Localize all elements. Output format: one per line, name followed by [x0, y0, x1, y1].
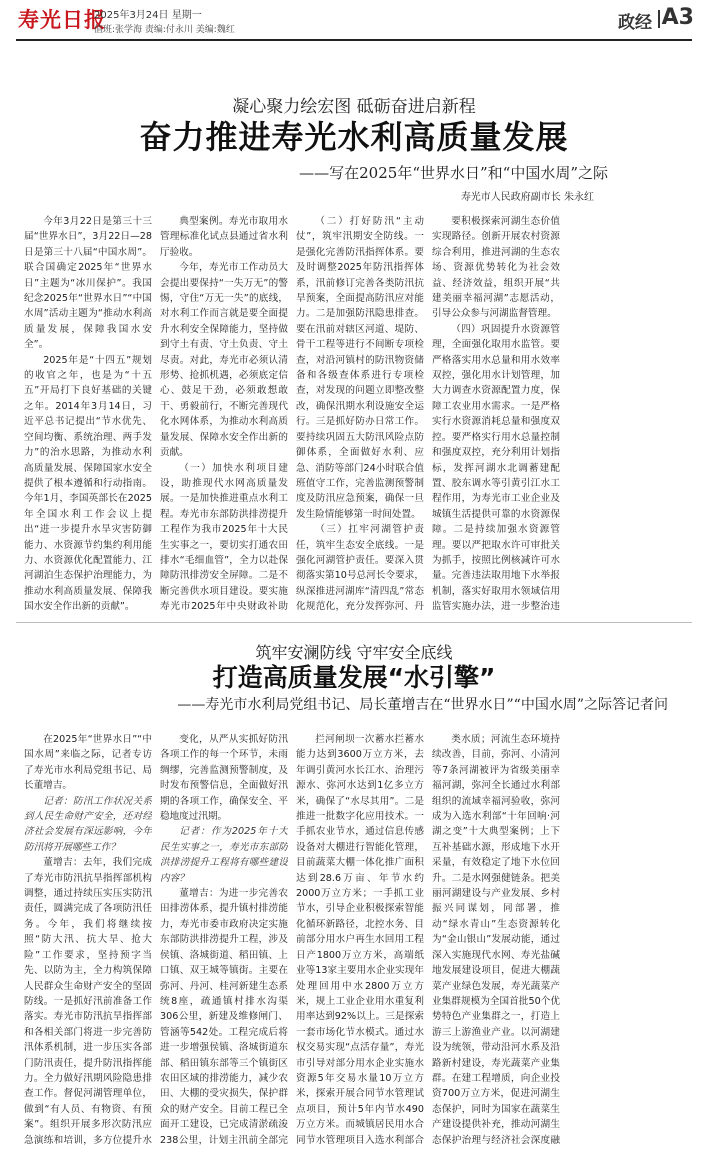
paragraph: （二）打好防汛“主动仗”，筑牢汛期安全防线。一是强化完善防汛指挥体系。要及时调整2025年防汛指挥体系，汛前修订完善各类防汛抗旱预案，全面提高防汛应对能力。二是加强防汛隐患排查。要在汛前对辖区河道、堤防、骨干工程等进行不间断专项检查，对沿河镇村的防汛物资储备和各级查体系进行专项检查，对发现的问题立即整改整改，确保汛期水利设施安全运行。三是抓好防办日常工作。要持续巩固五大防汛风险点防御体系，全面做好水利、应急、消防等部门24小时联合值班值守工作，完善监测预警制度及防汛应急预案，确保一旦发生险情能够第一时间处置。 [296, 216, 424, 520]
article2-kicker: 筑牢安澜防线 守牢安全底线 [255, 643, 453, 662]
paragraph: 典型案例。寿光市取用水管理标准化试点县通过省水利厅验收。 [160, 216, 288, 258]
page-number: A3 [661, 5, 694, 30]
paragraph: （三）扛牢河湖管护责任，筑牢生态安全底线。一是强化河湖管护责任。要深入贯彻落实第10号总河长令要求，纵深推进河湖库“清四乱”常态化规范化，充分发挥弥河、丹 [296, 524, 424, 613]
article2-column [160, 732, 288, 1146]
issue-date: 2025年3月24日 星期一 [94, 10, 202, 21]
masthead-logo: 寿光日报 [18, 7, 106, 32]
paragraph: 今年，寿光市工作动员大会提出要保持“一失万无”的警惕，守住“万无一失”的底线，对水利工作而言就是要全面提升水利安全保障能力，坚持做到守土有责、守土负责、守土尽责。对此，寿光市必须认清形势、抢抓机遇，必须底定信心、鼓足干劲，必须敢想敢干、勇毅前行，不断完善现代化水网体系，为推动水利高质量发展、保障水安全作出新的贡献。 [160, 262, 288, 459]
article2-subtitle: ——寿光市水利局党组书记、局长董增吉在“世界水日”“中国水周”之际答记者问 [177, 697, 668, 713]
paragraph: 类水质；河流生态环境持续改善，目前，弥河、小清河等7条河湖被评为省级美丽幸福河湖，弥河全长通过水利部组织的流域幸福河验收，弥河成为入选水利部“十年回响·河湖之变”十大典型案例；上下互补基础水源，形成地下水开采量，有效稳定了地下水位回升。二是水网强健链条。把美丽河湖建设与产业发展、乡村振兴同谋划，同部署，推动“绿水青山”生态资源转化为“金山银山”发展动能，通过深入实施现代水网、寿光盐碱地发展建设项目，促进大棚蔬菜产业绿色发展，寿光蔬菜产业集群规模为全国首批50个优势特色产业集群之一，打造上游三上游渔业产业。以河湖建设为统领，带动沿河水系及沿路新村建设，寿光蔬菜产业集群。在建工程增质，向企业投资700万立方米，促进河湖生态保护，同时为国家在蔬菜生产建设提供补充，推动河湖生态保护治理与经济社会深度融 [432, 734, 560, 1146]
article2-body [24, 732, 560, 1146]
header-divider [658, 10, 660, 28]
paragraph: 2025年是“十四五”规划的收官之年，也是为“十五五”开局打下良好基础的关键之年。2014年3月14日，习近平总书记提出“节水优先、空间均衡、系统治理、两手发力”的治水思路，为推动水利高质量发展、保障国家水安全提供了根本遵循和行动指南。今年1月，李国英部长在2025年全国水利工作会议上提出“进一步提升水旱灾害防御能力、水资源节约集约利用能力、水资源优化配置能力、江河湖泊生态保护治理能力，为推动水利高质量发展、保障我国水安全作出新的贡献”。 [24, 354, 152, 613]
article1-column [296, 214, 424, 614]
paragraph: 变化，从严从实抓好防汛各项工作的每一个环节，未雨绸缪，完善监测预警制度，及时发布预警信息，全面做好汛期的各项工作，确保安全、平稳地度过汛期。 [160, 734, 288, 823]
page-header [0, 0, 708, 40]
paragraph: 拦河闸坝一次蓄水拦蓄水能力达到3600万立方米，去年调引黄河水长江水、治理污源水、弥河水达到1亿多立方米，确保了“水尽其用”。二是推进一批数字化应用技术。一手抓农业节水，通过信息传感设备对大棚进行智能化管理，目前蔬菜大棚一体化推广面积达到28.6万亩、年节水约2000万立方米；一手抓工业节水，引导企业积极探索智能化循环新路径，北控水务、目前部分用水户再生水回用工程日产1800万立方米，高端纸业等13家主要用水企业实现年处理回用中水2800万立方米，规上工业企业用水重复利用率达到92%以上。三是探索一套市场化节水模式。通过水权交易实现“点活存量”，寿光市引导对部分用水企业实施水资源5年交易水量10万立方米，探索开展合同节水管理试点项目，预计5年内节水490万立方米。而城镇居民用水合同节水管理项目入选水利部合 [296, 734, 424, 1146]
paragraph: 要积极探索河湖生态价值实现路径。创新开展农村资源综合利用，推进河湖的生态农场、资源优势转化为社会效益、经济效益，组织开展“共建美丽幸福河湖”志愿活动，引导公众参与河湖监督管理。 [432, 216, 560, 320]
paragraph: 在2025年“世界水日”“中国水周”来临之际，记者专访了寿光市水利局党组书记、局长董增吉。 [24, 734, 152, 792]
article-separator [16, 622, 692, 623]
header-rule [16, 39, 692, 41]
paragraph: 今年3月22日是第三十三届“世界水日”，3月22日—28日是第三十八届“中国水周”。联合国确定2025年“世界水日”主题为“冰川保护”。我国纪念2025年“世界水日”“中国水周”活动主题为“推动水利高质量发展，保障我国水安全”。 [24, 216, 152, 351]
article2-column [296, 732, 424, 1146]
paragraph: （四）巩固提升水资源管理，全面强化取用水监管。要严格落实用水总量和用水效率双控，强化用水计划管理，加大力调查水资源配置力度，保障工农业用水需求。一是严格实行水资源消耗总量和强度双控。要严格实行用水总量控制和强度双控，充分利用计划指标，发挥河湖水北调蓄建配置、胶东调水等引黄引江水工程作用，为寿光市工业企业及城镇生活提供可靠的水资源保障。二是持续加强水资源管理。要以严把取水许可审批关为抓手，按照比例核减许可水量。完善违法取用地下水举报机制，落实好取用水领域信用监管实施办法，进一步整治违 [432, 323, 560, 613]
article1-column [432, 214, 560, 614]
article2-column [432, 732, 560, 1146]
paragraph: 董增吉：为进一步完善农田排涝体系，提升镇村排涝能力，寿光市委市政府决定实施东部防洪排涝提升工程，涉及侯镇、洛城街道、稻田镇、上口镇、双王城等镇街。主要在弥河、丹河、桂河新建生态系统8座，疏通镇村排水沟渠306公里，新建及维修闸门、管涵等542处。工程完成后将进一步增强侯镇、洛城街道东部、稻田镇东部等三个镇街区农田区域的排涝能力，减少农田、大棚的受灾损失，保护群众的财产安全。目前工程已全面开工建设，已完成清淤疏浚238公里，计划主汛前全部完 [160, 888, 288, 1146]
paragraph: 董增吉：去年，我们完成了寿光市防汛抗旱指挥部机构调整，通过持续压实压实防汛责任，圆满完成了各项防汛任务。今年，我们将继续按照“防大汛、抗大旱、抢大险”工作要求，坚持预字当先、以防为主，全力构筑保障人民群众生命财产安全的坚固防线。一是抓好汛前准备工作落实。寿光市防汛抗旱指挥部和各相关部门将进一步完善防汛体系机制，进一步压实各部门防汛责任，提升防汛指挥能力。全力做好汛期风险隐患排查工作。督促河湖管理单位，做到“有人员、有物资、有预案”。组织开展多形次防汛应急演练和培训，多方位提升水 [24, 857, 152, 1146]
article1-subtitle: ——写在2025年“世界水日”和“中国水周”之际 [299, 164, 608, 182]
article1-column [24, 214, 152, 614]
section-name: 政经 [618, 13, 652, 33]
paragraph: （一）加快水利项目建设，助推现代水网高质量发展。一是加快推进重点水利工程。寿光市东部防洪排涝提升工程作为我市2025年十大民生实事之一，要切实打通农田排水“毛细血管”，全力以赴保障防汛排涝安全屏障。二是不断完善供水项目建设。要实施寿光市2025年中央财政补助 [160, 462, 288, 613]
article1-headline: 奋力推进寿光水利高质量发展 [139, 118, 569, 156]
article1-column [160, 214, 288, 614]
paragraph: 记者：防汛工作状况关系到人民生命财产安全，还对经济社会发展有深远影响，今年防汛将开展哪些工作？ [24, 795, 152, 853]
article2-headline: 打造高质量发展“水引擎” [212, 663, 496, 692]
article1-byline: 寿光市人民政府副市长 朱永红 [460, 192, 594, 203]
article1-body [24, 214, 560, 614]
article1-kicker: 凝心聚力绘宏图 砥砺奋进启新程 [232, 97, 476, 117]
editorial-staff: 值班:张学海 责编:付永川 美编:魏红 [94, 25, 235, 35]
article2-column [24, 732, 152, 1146]
paragraph: 记者：作为2025年十大民生实事之一，寿光市东部防洪排涝提升工程将有哪些建设内容？ [160, 826, 288, 884]
